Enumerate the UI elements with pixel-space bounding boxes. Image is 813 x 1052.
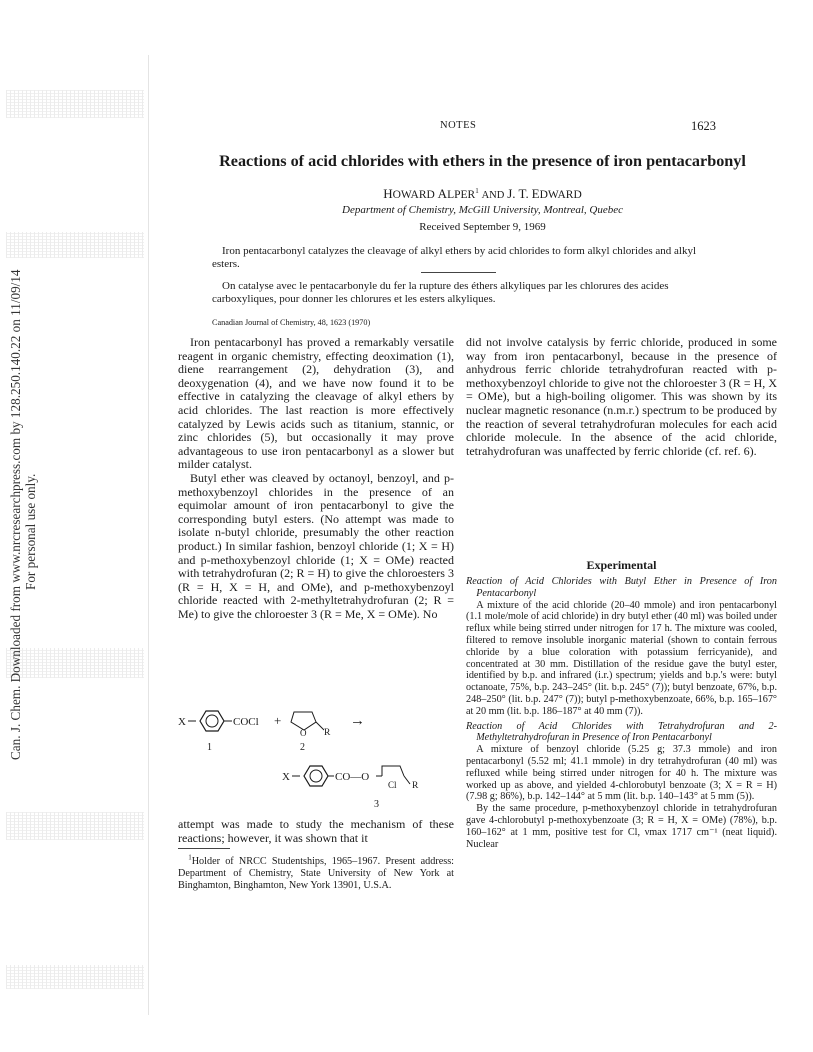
paragraph: By the same procedure, p-methoxybenzoyl chloride in tetrahydrofuran gave 4-chlorobutyl p-methoxybenzoate (3; R = H, X = OMe) (78%), b.p. 160–162° at 1 mm, positive test for Cl, νmax 1717 cm⁻¹ (neat liquid). Nuclear [466, 803, 777, 850]
personal-use-notice: For personal use only. [23, 473, 38, 590]
benzene-ring [304, 766, 328, 786]
received-date: Received September 9, 1969 [419, 221, 546, 233]
paragraph: Butyl ether was cleaved by octanoyl, benzoyl, and p-methoxybenzoyl chlorides in the presence of an equimolar amount of iron pentacarbonyl to give the corresponding butyl esters. (No attempt was made to isolate n-butyl chloride, presumably the other reaction product.) In similar fashion, benzoyl chloride (1; X = H) and p-methoxybenzoyl chloride (1; X = OMe) reacted with tetrahydrofuran (2; R = H) to give the chloroesters 3 (R = H, X = H, and OMe), and p-methoxybenzoyl chloride reacted with 2-methyltetrahydrofuran (2; R = Me) to give the chloroester 3 (R = Me, X = OMe). No [178, 470, 454, 621]
scan-noise [6, 965, 144, 989]
author-line: HOWARD ALPER$^1$ AND J. T. EDWARD [383, 186, 582, 201]
plus-sign: + [274, 713, 282, 728]
paragraph: attempt was made to study the mechanism of these reactions; however, it was shown that it [178, 817, 454, 845]
article-title: Reactions of acid chlorides with ethers in the presence of iron pentacarbonyl [219, 152, 746, 170]
right-column-top [466, 336, 777, 458]
benzene-ring-circle [206, 715, 218, 727]
substituent-r: R [324, 728, 331, 738]
scan-noise [6, 90, 144, 118]
download-notice: Can. J. Chem. Downloaded from www.nrcresearchpress.com by 128.250.140.22 on 11/09/14 [8, 269, 23, 760]
substituent-r: R [412, 781, 419, 791]
section-heading: Experimental [586, 558, 657, 572]
page-number: 1623 [691, 119, 716, 133]
subsection-heading: Reaction of Acid Chlorides with Butyl Ether in Presence of Iron Pentacarbonyl [466, 576, 777, 599]
ester-linkage: CO—O [335, 771, 370, 783]
acyl-chloride-group: COCl [233, 716, 259, 728]
scan-noise [6, 812, 144, 840]
scheme-x: X [178, 716, 186, 728]
compound-label: 1 [207, 742, 212, 753]
scan-noise [6, 232, 144, 258]
footnote-marker: 1 [475, 187, 479, 196]
compound-label: 2 [300, 742, 305, 753]
paragraph: A mixture of benzoyl chloride (5.25 g; 37.3 mmole) and iron pentacarbonyl (5.52 ml; 41.1 mmole) in dry tetrahydrofuran (40 ml) was refluxed while being stirred under nitrogen for 40 h. The mixture was worked up as above, and yielded 4-chlorobutyl benzoate (3; X = R = H) (7.98 g; 86%), b.p. 142–144° at 5 mm (lit. b.p. 140–143° at 5 mm (5)). [466, 744, 777, 803]
affiliation: Department of Chemistry, McGill University, Montreal, Quebec [342, 204, 623, 216]
reaction-scheme [178, 700, 454, 812]
experimental-section [466, 576, 777, 850]
left-column-top [178, 336, 454, 621]
journal-citation: Canadian Journal of Chemistry, 48, 1623 (1970) [212, 318, 371, 327]
reaction-arrow: → [350, 713, 365, 729]
footnote: $^1$Holder of NRCC Studentships, 1965–1967. Present address: Department of Chemistry, State University of New York at Binghamton, Binghamton, New York 13901, U.S.A. [178, 853, 454, 891]
footnote-divider [178, 848, 230, 849]
benzene-ring-circle [310, 770, 322, 782]
paragraph: did not involve catalysis by ferric chloride, produced in some way from iron pentacarbonyl, because in the presence of anhydrous ferric chloride tetrahydrofuran reacted with p-methoxybenzoyl chloride to give not the chloroester 3 (R = H, X = OMe), but a high-boiling oligomer. This was shown by its nuclear magnetic resonance (n.m.r.) spectrum to be produced by the reaction of several tetrahydrofuran molecules for each acid chloride molecule. In the absence of the acid chloride, tetrahydrofuran was unaffected by ferric chloride (cf. ref. 6). [466, 335, 777, 458]
compound-label: 3 [374, 799, 379, 810]
abstract-divider [421, 272, 496, 273]
ring-oxygen: O [300, 728, 307, 738]
download-watermark [8, 269, 48, 760]
abstract-english: Iron pentacarbonyl catalyzes the cleavage of alkyl ethers by acid chlorides to form alkyl chlorides and alkyl esters. [212, 245, 697, 270]
subsection-heading: Reaction of Acid Chlorides with Tetrahydrofuran and 2-Methyltetrahydrofuran in Presence of Iron Pentacarbonyl [466, 720, 777, 744]
bond [404, 776, 410, 784]
paragraph: Iron pentacarbonyl has proved a remarkably versatile reagent in organic chemistry, effecting deoximation (1), diene rearrangement (2), dehydration (3), and deoxygenation (4), and we have now found it to be effective in catalyzing the cleavage of alkyl ethers by acid chlorides. The last reaction is more effectively catalyzed by Lewis acids such as titanium, stannic, or zinc chlorides (5), but occasionally it may prove advantageous to use iron pentacarbonyl as a slower but milder catalyst. [178, 335, 454, 472]
running-header: NOTES [440, 120, 477, 131]
chlorine-atom: Cl [388, 780, 397, 790]
bond [316, 722, 324, 730]
scheme-x: X [282, 771, 290, 783]
chlorobutyl-chain [382, 766, 404, 776]
left-column-bottom [178, 818, 454, 845]
page-gutter-line [148, 55, 149, 1015]
abstract-french: On catalyse avec le pentacarbonyle du fer la rupture des éthers alkyliques par les chlorures des acides carboxyliques, pour donner les chlorures et les esters alkyliques. [212, 280, 669, 305]
paragraph: A mixture of the acid chloride (20–40 mmole) and iron pentacarbonyl (1.1 mole/mole of acid chloride) in dry butyl ether (40 ml) was boiled under reflux while being stirred under nitrogen for 17 h. The mixture was cooled, filtered to remove insoluble inorganic material (shown to contain ferrous chloride by a blue coloration with potassium ferricyanide), and concentrated at 30 mm. Distillation of the residue gave the butyl ester, identified by b.p. and infrared (i.r.) spectrum; yields and b.p.'s were: butyl octanoate, 75%, b.p. 243–245° (lit. b.p. 245° (7)); butyl benzoate, 67%, b.p. 248–250° (lit. b.p. 247° (7)); butyl p-methoxybenzoate, 66%, b.p. 165–167° at 20 mm (lit. b.p. 186–187° at 40 mm (7)). [466, 599, 777, 717]
benzene-ring [200, 711, 224, 731]
